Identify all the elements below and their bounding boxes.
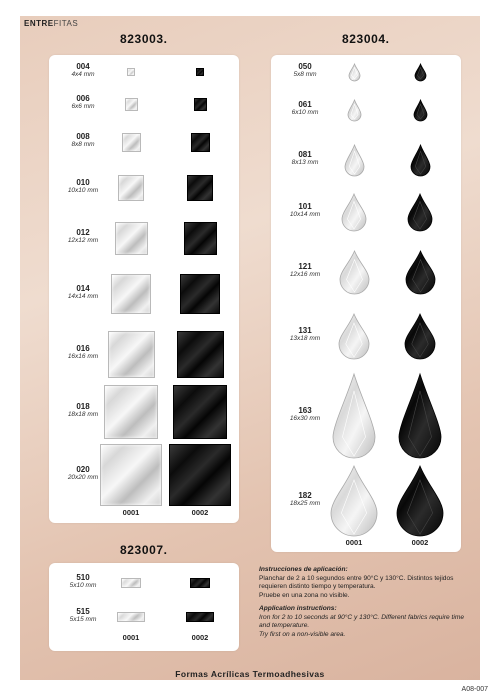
clear-square-gem-icon: [100, 444, 162, 506]
section-title-823003: 823003.: [120, 32, 168, 46]
black-drop-gem-icon: [397, 372, 443, 460]
square-size: 4x4 mm: [71, 71, 95, 79]
square-code: 014: [76, 284, 90, 293]
square-size: 6x6 mm: [71, 103, 95, 111]
instructions-block: [259, 566, 474, 640]
rect-code: 510: [76, 573, 90, 582]
rect-size: 5x15 mm: [69, 616, 97, 624]
drop-code: 182: [298, 491, 312, 500]
variant-black-label: 0002: [411, 538, 429, 547]
black-drop-gem-icon: [413, 62, 428, 83]
drop-code: 050: [298, 62, 312, 71]
clear-drop-gem-icon: [331, 372, 377, 460]
variant-clear-label: 0001: [122, 508, 140, 517]
drop-code: 061: [298, 100, 312, 109]
clear-drop-gem-icon: [329, 464, 379, 538]
square-label: [58, 344, 108, 361]
drop-label: [280, 202, 330, 219]
black-square-gem-icon: [177, 331, 224, 378]
drop-size: 13x18 mm: [289, 335, 321, 343]
square-label: [58, 132, 108, 149]
black-square-gem-icon: [194, 98, 207, 111]
drop-size: 12x16 mm: [289, 271, 321, 279]
black-square-gem-icon: [187, 175, 213, 201]
square-size: 18x18 mm: [67, 411, 99, 419]
black-square-gem-icon: [180, 274, 220, 314]
drop-size: 6x10 mm: [291, 109, 319, 117]
instructions-es-line1: Planchar de 2 a 10 segundos entre 90°C y 130°C. Distintos tejidos: [259, 574, 454, 582]
square-code: 010: [76, 178, 90, 187]
black-drop-gem-icon: [412, 98, 429, 123]
square-size: 20x20 mm: [67, 474, 99, 482]
instructions-en-line3: Try first on a non-visible area.: [259, 630, 346, 638]
black-drop-gem-icon: [395, 464, 445, 538]
drop-size: 16x30 mm: [289, 415, 321, 423]
clear-square-gem-icon: [127, 68, 135, 76]
clear-square-gem-icon: [118, 175, 144, 201]
drop-code: 121: [298, 262, 312, 271]
drop-label: [280, 406, 330, 423]
square-label: [58, 94, 108, 111]
rect-label: [58, 607, 108, 624]
clear-square-gem-icon: [115, 222, 148, 255]
clear-square-gem-icon: [108, 331, 155, 378]
square-code: 016: [76, 344, 90, 353]
square-code: 006: [76, 94, 90, 103]
section-title-823004: 823004.: [342, 32, 390, 46]
clear-drop-gem-icon: [338, 249, 371, 296]
drop-size: 5x8 mm: [293, 71, 317, 79]
black-square-gem-icon: [169, 444, 231, 506]
instructions-es-line3: Pruebe en una zona no visible.: [259, 591, 350, 599]
drop-label: [280, 262, 330, 279]
square-size: 8x8 mm: [71, 141, 95, 149]
drop-label: [280, 100, 330, 117]
instructions-en-line1: Iron for 2 to 10 seconds at 90°C y 130°C. Different fabrics require time: [259, 613, 465, 621]
variant-black-label: 0002: [191, 508, 209, 517]
drop-label: [280, 62, 330, 79]
clear-square-gem-icon: [111, 274, 151, 314]
black-square-gem-icon: [184, 222, 217, 255]
black-square-gem-icon: [173, 385, 227, 439]
square-size: 10x10 mm: [67, 187, 99, 195]
black-drop-gem-icon: [409, 143, 432, 178]
square-label: [58, 402, 108, 419]
black-rectangle-gem-icon: [190, 578, 210, 588]
black-square-gem-icon: [196, 68, 204, 76]
square-size: 16x16 mm: [67, 353, 99, 361]
clear-square-gem-icon: [125, 98, 138, 111]
drop-label: [280, 326, 330, 343]
variant-clear-label: 0001: [345, 538, 363, 547]
square-size: 14x14 mm: [67, 293, 99, 301]
rect-code: 515: [76, 607, 90, 616]
square-code: 012: [76, 228, 90, 237]
drop-size: 18x25 mm: [289, 500, 321, 508]
instructions-en-line2: and temperature.: [259, 622, 310, 630]
clear-drop-gem-icon: [347, 62, 362, 83]
square-code: 008: [76, 132, 90, 141]
clear-drop-gem-icon: [346, 98, 363, 123]
brand-bold: ENTRE: [24, 19, 54, 28]
footer-title: Formas Acrílicas Termoadhesivas: [175, 669, 325, 679]
drop-code: 101: [298, 202, 312, 211]
clear-drop-gem-icon: [337, 312, 371, 361]
drop-code: 131: [298, 326, 312, 335]
instructions-en-title: Application instructions:: [259, 605, 337, 613]
instructions-es-line2: requieren distinto tiempo y temperatura.: [259, 583, 376, 591]
drop-size: 8x13 mm: [291, 159, 319, 167]
clear-square-gem-icon: [122, 133, 141, 152]
brand-light: FITAS: [53, 19, 79, 28]
square-label: [58, 62, 108, 79]
page-reference: A08-007: [461, 686, 488, 693]
clear-rectangle-gem-icon: [121, 578, 141, 588]
square-code: 018: [76, 402, 90, 411]
drop-code: 081: [298, 150, 312, 159]
square-label: [58, 228, 108, 245]
clear-drop-gem-icon: [343, 143, 366, 178]
drop-code: 163: [298, 406, 312, 415]
square-code: 004: [76, 62, 90, 71]
variant-clear-label: 0001: [122, 633, 140, 642]
clear-rectangle-gem-icon: [117, 612, 145, 622]
black-drop-gem-icon: [404, 249, 437, 296]
instructions-es-title: Instrucciones de aplicación:: [259, 566, 348, 573]
section-title-823007: 823007.: [120, 543, 168, 557]
drop-size: 10x14 mm: [289, 211, 321, 219]
clear-drop-gem-icon: [340, 192, 368, 233]
square-size: 12x12 mm: [67, 237, 99, 245]
square-label: [58, 284, 108, 301]
rect-size: 5x10 mm: [69, 582, 97, 590]
brand-logo: [24, 19, 78, 28]
black-drop-gem-icon: [403, 312, 437, 361]
clear-square-gem-icon: [104, 385, 158, 439]
drop-label: [280, 150, 330, 167]
black-square-gem-icon: [191, 133, 210, 152]
drop-label: [280, 491, 330, 508]
variant-black-label: 0002: [191, 633, 209, 642]
black-drop-gem-icon: [406, 192, 434, 233]
square-label: [58, 178, 108, 195]
rect-label: [58, 573, 108, 590]
black-rectangle-gem-icon: [186, 612, 214, 622]
square-code: 020: [76, 465, 90, 474]
